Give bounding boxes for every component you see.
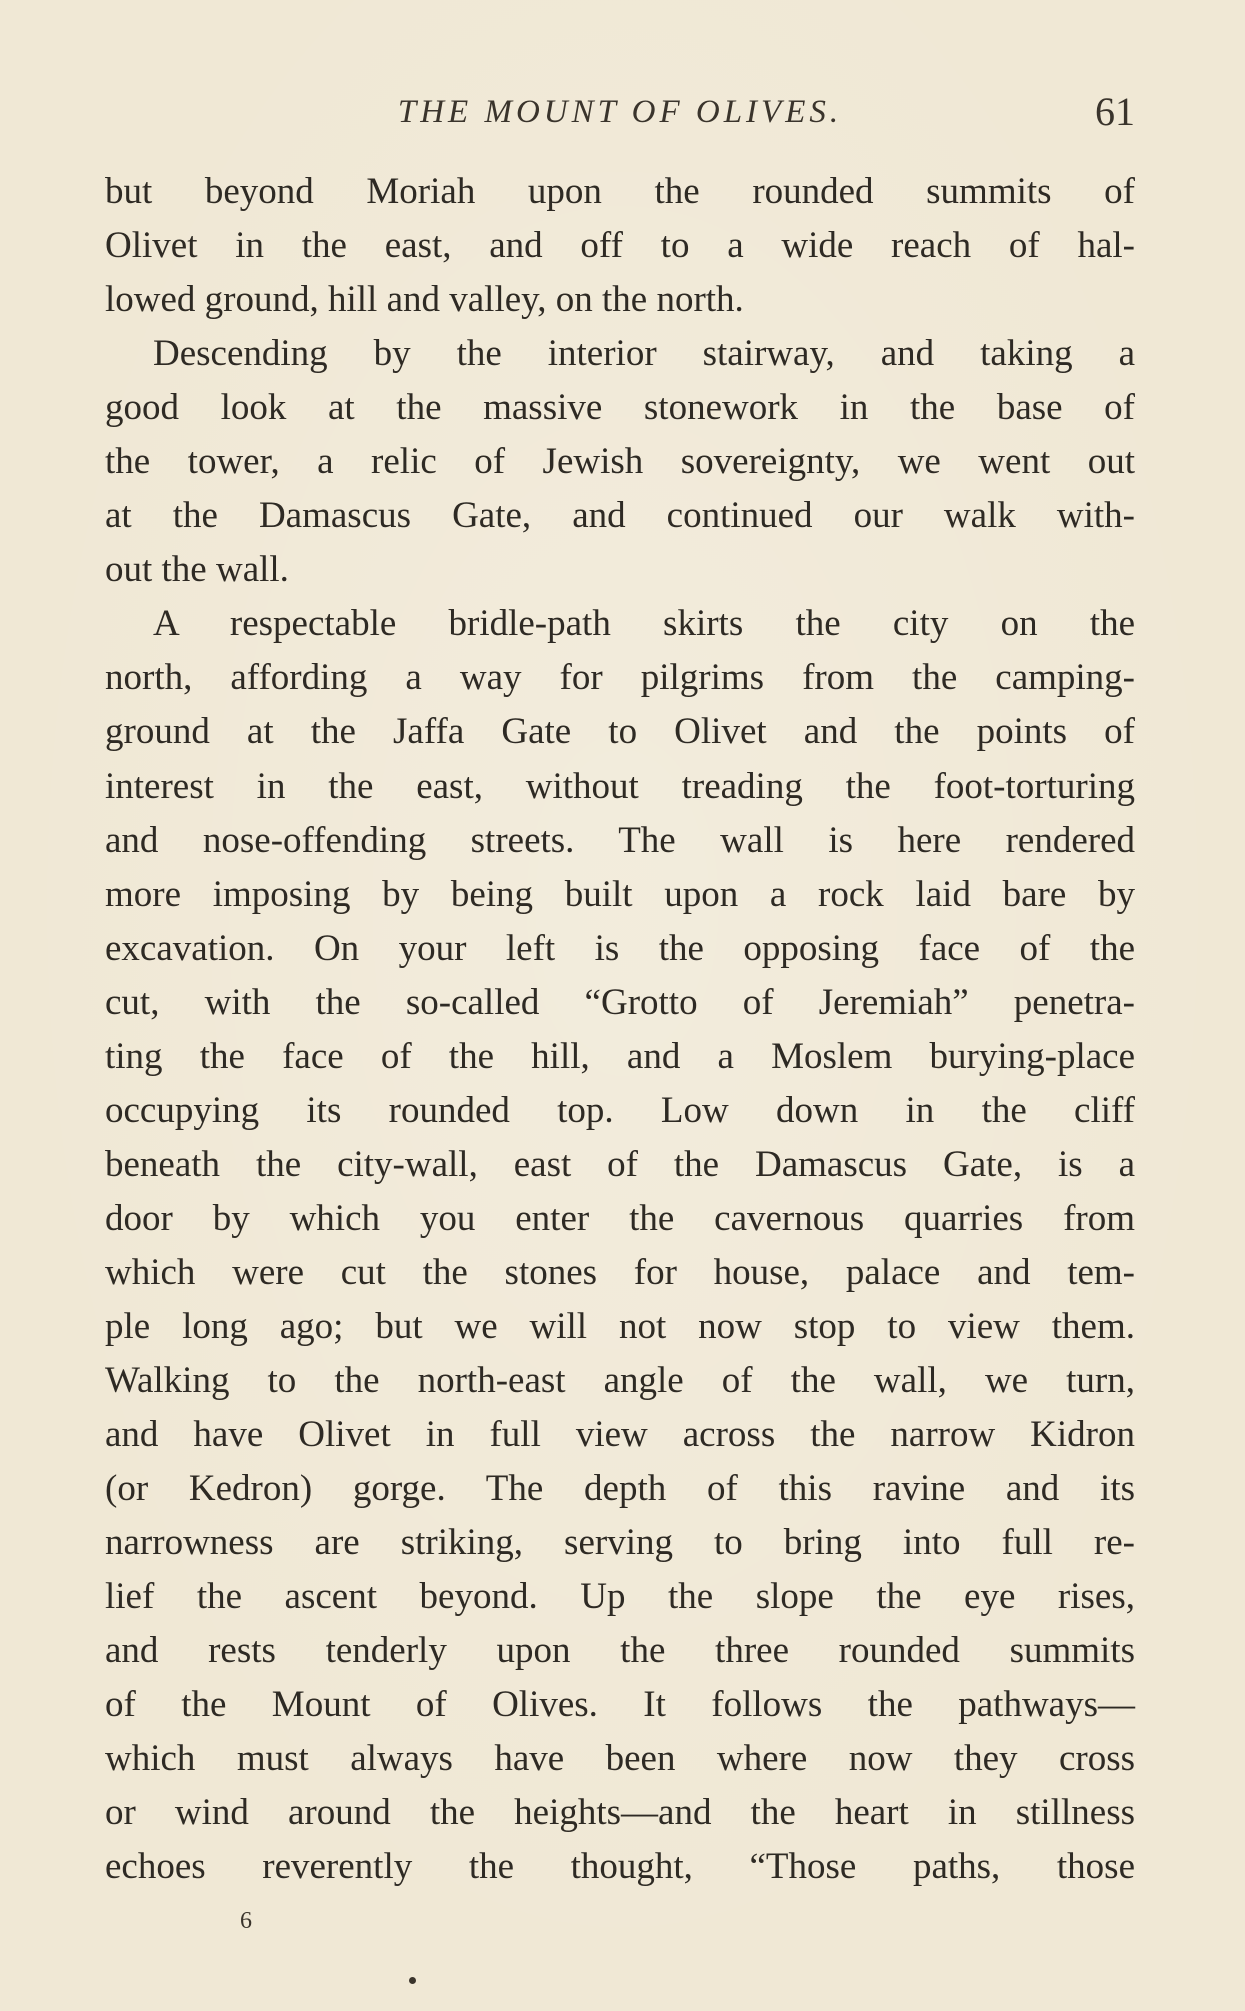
text-line: (or Kedron) gorge. The depth of this ravine and its: [105, 1468, 1135, 1510]
text-line: and rests tenderly upon the three rounded summits: [105, 1630, 1135, 1672]
text-line: Descending by the interior stairway, and taking a: [153, 333, 1135, 375]
text-line: cut, with the so-called “Grotto of Jeremiah” penetra-: [105, 981, 1135, 1023]
text-line: occupying its rounded top. Low down in the cliff: [105, 1089, 1135, 1131]
text-line: interest in the east, without treading the foot-torturing: [105, 765, 1135, 807]
ink-dot: [409, 1977, 416, 1984]
text-line: or wind around the heights—and the heart in stillness: [105, 1792, 1135, 1834]
text-line: door by which you enter the cavernous quarries from: [105, 1197, 1135, 1239]
text-line: of the Mount of Olives. It follows the pathways—: [105, 1684, 1135, 1726]
text-line: and nose-offending streets. The wall is here rendered: [105, 819, 1135, 861]
text-line: good look at the massive stonework in the base of: [105, 387, 1135, 429]
text-line: excavation. On your left is the opposing face of the: [105, 927, 1135, 969]
page-number: 61: [1095, 89, 1135, 134]
text-line: at the Damascus Gate, and continued our walk with-: [105, 495, 1135, 537]
text-line: echoes reverently the thought, “Those paths, those: [105, 1846, 1135, 1888]
running-head: [105, 88, 1135, 140]
text-line: the tower, a relic of Jewish sovereignty, we went out: [105, 441, 1135, 483]
text-line: out the wall.: [105, 549, 289, 591]
body-text: [105, 165, 1135, 1895]
text-line: but beyond Moriah upon the rounded summits of: [105, 171, 1135, 212]
text-line: lowed ground, hill and valley, on the north.: [105, 279, 744, 321]
text-line: ting the face of the hill, and a Moslem burying-place: [105, 1035, 1135, 1077]
text-line: north, affording a way for pilgrims from the camping-: [105, 657, 1135, 699]
text-line: ple long ago; but we will not now stop to view them.: [105, 1305, 1135, 1347]
text-line: which must always have been where now they cross: [105, 1738, 1135, 1780]
text-line: which were cut the stones for house, palace and tem-: [105, 1251, 1135, 1293]
text-line: narrowness are striking, serving to bring into full re-: [105, 1522, 1135, 1564]
text-line: ground at the Jaffa Gate to Olivet and the points of: [105, 711, 1135, 753]
running-head-title: THE MOUNT OF OLIVES.: [397, 94, 843, 130]
text-line: Olivet in the east, and off to a wide reach of hal-: [105, 225, 1135, 267]
text-line: A respectable bridle-path skirts the city on the: [153, 603, 1135, 645]
text-line: lief the ascent beyond. Up the slope the eye rises,: [105, 1576, 1135, 1618]
signature-mark: 6: [240, 1908, 252, 1934]
text-line: more imposing by being built upon a rock laid bare by: [105, 873, 1135, 915]
text-line: and have Olivet in full view across the narrow Kidron: [105, 1414, 1135, 1456]
text-line: Walking to the north-east angle of the wall, we turn,: [105, 1360, 1135, 1402]
text-line: beneath the city-wall, east of the Damascus Gate, is a: [105, 1143, 1135, 1185]
